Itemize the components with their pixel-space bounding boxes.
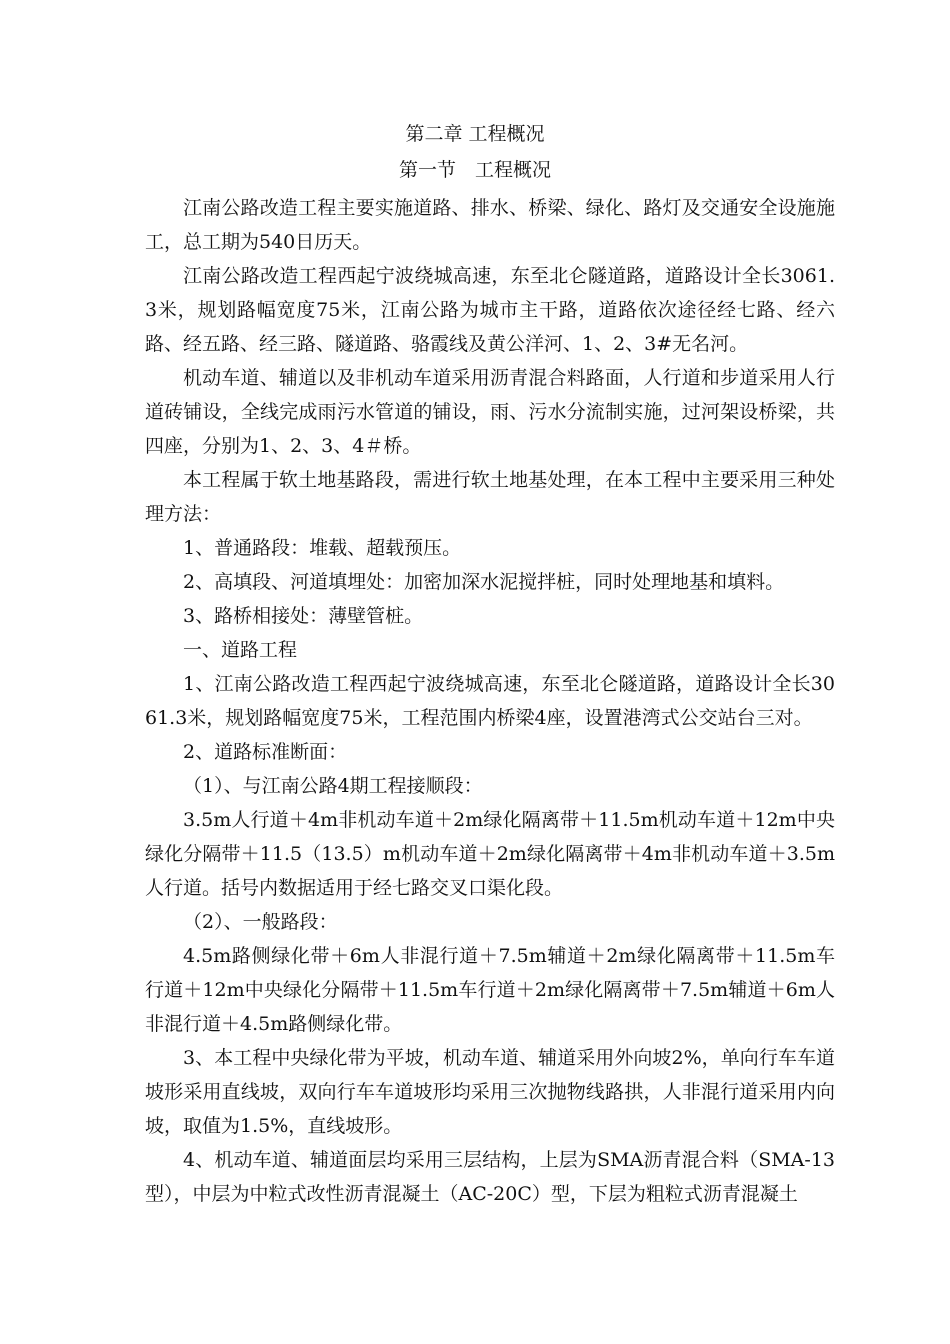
paragraph: 1、江南公路改造工程西起宁波绕城高速，东至北仑隧道路，道路设计全长3061.3米，规划路幅宽度75米，工程范围内桥梁4座，设置港湾式公交站台三对。	[145, 673, 835, 729]
paragraph: （2）、一般路段：	[183, 911, 338, 933]
paragraph: 3、路桥相接处：薄壁管桩。	[183, 605, 424, 627]
paragraph: 江南公路改造工程主要实施道路、排水、桥梁、绿化、路灯及交通安全设施施工，总工期为540日历天。	[145, 197, 835, 253]
paragraph: 2、道路标准断面：	[183, 741, 348, 763]
paragraph: 3、本工程中央绿化带为平坡，机动车道、辅道采用外向坡2%，单向行车车道坡形采用直线坡，双向行车车道坡形均采用三次抛物线路拱，人非混行道采用内向坡，取值为1.5%，直线坡形。	[145, 1047, 835, 1137]
paragraph: （1）、与江南公路4期工程接顺段：	[183, 775, 483, 797]
paragraph: 江南公路改造工程西起宁波绕城高速，东至北仑隧道路，道路设计全长3061.3米，规划路幅宽度75米，江南公路为城市主干路，道路依次途径经七路、经六路、经五路、经三路、隧道路、骆霞线及黄公洋河、1、2、3#无名河。	[145, 265, 835, 355]
paragraph: 本工程属于软土地基路段，需进行软土地基处理，在本工程中主要采用三种处理方法：	[145, 469, 835, 525]
paragraph: 3.5m人行道＋4m非机动车道＋2m绿化隔离带＋11.5m机动车道＋12m中央绿化分隔带＋11.5（13.5）m机动车道＋2m绿化隔离带＋4m非机动车道＋3.5m人行道。括号内数据适用于经七路交叉口渠化段。	[145, 809, 835, 899]
paragraph: 1、普通路段：堆载、超载预压。	[183, 537, 462, 559]
paragraph: 2、高填段、河道填埋处：加密加深水泥搅拌桩，同时处理地基和填料。	[183, 571, 785, 593]
paragraph: 机动车道、辅道以及非机动车道采用沥青混合料路面，人行道和步道采用人行道砖铺设，全线完成雨污水管道的铺设，雨、污水分流制实施，过河架设桥梁，共四座，分别为1、2、3、4＃桥。	[145, 367, 835, 457]
paragraph: 4.5m路侧绿化带＋6m人非混行道＋7.5m辅道＋2m绿化隔离带＋11.5m车行道＋12m中央绿化分隔带＋11.5m车行道＋2m绿化隔离带＋7.5m辅道＋6m人非混行道＋4.5m路侧绿化带。	[145, 945, 835, 1035]
chapter-title: 第二章 工程概况	[405, 123, 545, 145]
section-title: 第一节 工程概况	[398, 159, 551, 181]
paragraph: 4、机动车道、辅道面层均采用三层结构，上层为SMA沥青混合料（SMA-13型），中层为中粒式改性沥青混凝土（AC-20C）型，下层为粗粒式沥青混凝土	[145, 1149, 835, 1205]
subsection-heading: 一、道路工程	[183, 639, 298, 661]
body-text	[145, 191, 835, 1211]
